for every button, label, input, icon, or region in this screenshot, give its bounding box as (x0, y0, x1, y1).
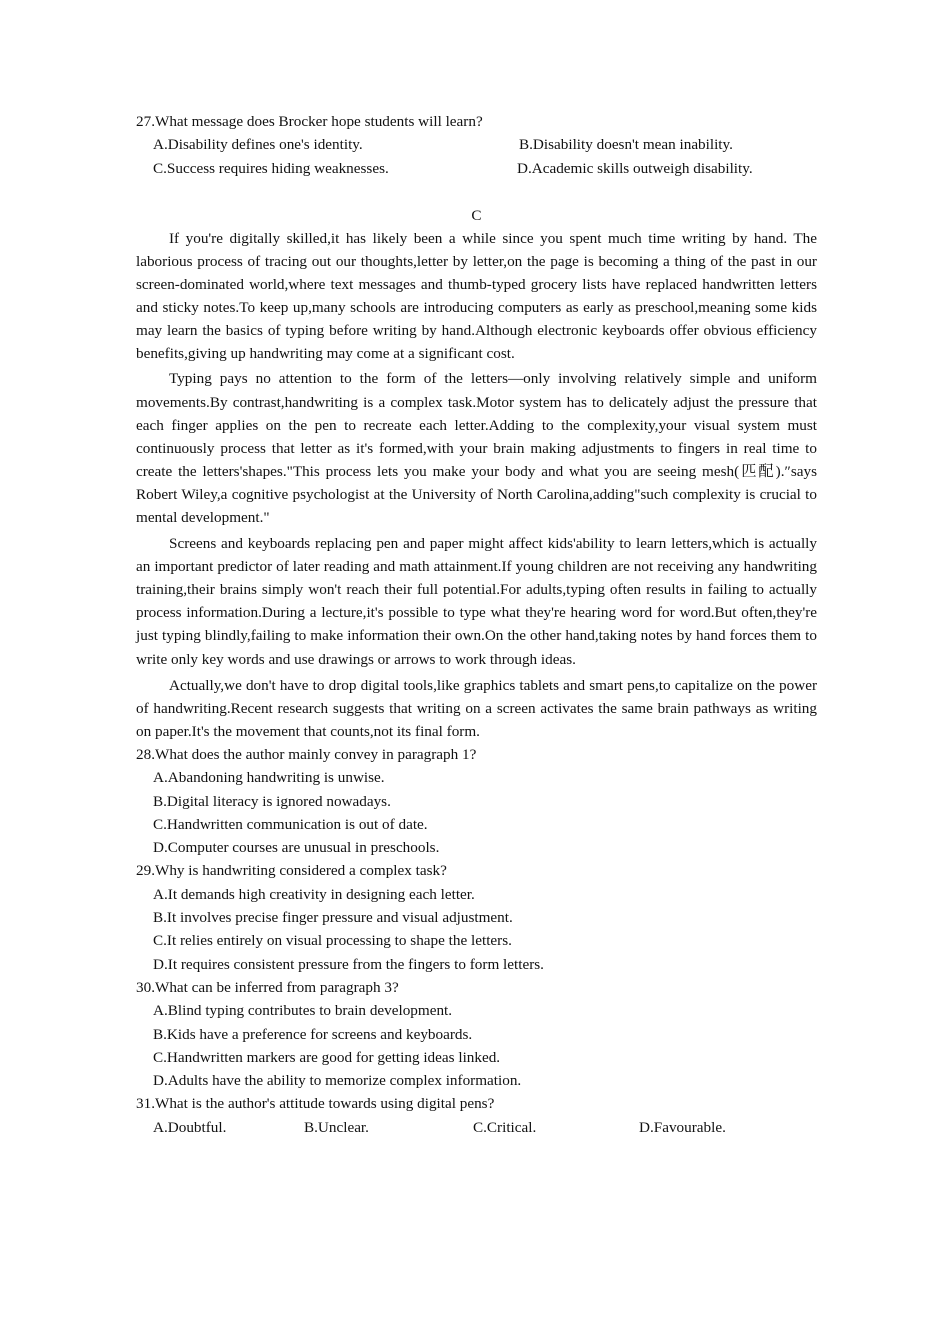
option-a: A.Disability defines one's identity. (153, 136, 363, 154)
passage-paragraph-4: Actually,we don't have to drop digital tools,like graphics tablets and smart pens,to capitalize on the power of handwriting.Recent research suggests that writing on a screen activates the same brain pathways as writing on paper.It's the movement that counts,not its final form. (136, 676, 817, 740)
section-label: C (471, 206, 482, 224)
option-c: C.Success requires hiding weaknesses. (153, 159, 389, 177)
option-d: D.Computer courses are unusual in preschools. (153, 839, 440, 857)
option-d: D.Favourable. (639, 1118, 726, 1136)
question-31-options-row (136, 1116, 817, 1139)
passage-paragraph-2: Typing pays no attention to the form of the letters—only involving relatively simple and uniform movements.By contrast,handwriting is a complex task.Motor system has to delicately adjust the pressure that each finger applies on the pen to recreate each letter.Adding to the complexity,your visual system must continuously process that letter as it's formed,with your brain making adjustments to fingers in real time to create the letters'shapes."This process lets you make your body and what you are seeing mesh(匹配).″says Robert Wiley,a cognitive psychologist at the University of North Carolina,adding"such complexity is crucial to mental development." (136, 370, 817, 527)
option-b: B.Unclear. (304, 1118, 369, 1136)
option-c: C.Handwritten markers are good for getting ideas linked. (153, 1048, 501, 1066)
question-29 (136, 859, 817, 975)
option-b: B.Disability doesn't mean inability. (519, 136, 733, 154)
question-30-stem: 30.What can be inferred from paragraph 3? (136, 978, 399, 996)
option-b: B.Digital literacy is ignored nowadays. (153, 792, 391, 810)
option-d: D.Academic skills outweigh disability. (517, 159, 753, 177)
option-a: A.Doubtful. (153, 1118, 227, 1136)
reading-passage (136, 227, 817, 743)
option-c: C.Critical. (473, 1118, 537, 1136)
option-b: B.It involves precise finger pressure and visual adjustment. (153, 909, 513, 927)
question-31-stem: 31.What is the author's attitude towards using digital pens? (136, 1095, 495, 1113)
question-28-stem: 28.What does the author mainly convey in paragraph 1? (136, 745, 477, 763)
option-c: C.Handwritten communication is out of date. (153, 815, 428, 833)
option-a: A.It demands high creativity in designing each letter. (153, 885, 475, 903)
question-29-stem: 29.Why is handwriting considered a complex task? (136, 862, 447, 880)
question-28 (136, 743, 817, 859)
question-31 (136, 1092, 817, 1139)
question-30 (136, 976, 817, 1092)
question-27-options-row-2 (136, 157, 817, 180)
option-d: D.Adults have the ability to memorize complex information. (153, 1072, 522, 1090)
option-d: D.It requires consistent pressure from the fingers to form letters. (153, 955, 544, 973)
option-a: A.Abandoning handwriting is unwise. (153, 769, 385, 787)
question-27-options-row-1 (136, 133, 817, 156)
option-b: B.Kids have a preference for screens and keyboards. (153, 1025, 473, 1043)
question-27 (136, 110, 817, 180)
option-a: A.Blind typing contributes to brain development. (153, 1002, 453, 1020)
option-c: C.It relies entirely on visual processing to shape the letters. (153, 932, 512, 950)
passage-paragraph-1: If you're digitally skilled,it has likely been a while since you spent much time writing by hand. The laborious process of tracing out our thoughts,letter by letter,on the page is becoming a thing of the past in our screen-dominated world,where text messages and thumb-typed grocery lists have replaced handwritten letters and sticky notes.To keep up,many schools are introducing computers as early as preschool,meaning some kids may learn the basics of typing before writing by hand.Although electronic keyboards offer obvious efficiency benefits,giving up handwriting may come at a significant cost. (136, 229, 817, 363)
exam-page (136, 110, 817, 1139)
passage-paragraph-3: Screens and keyboards replacing pen and paper might affect kids'ability to learn letters,which is actually an important predictor of later reading and math attainment.If young children are not receiving any handwriting training,their brains simply won't reach their full potential.For adults,typing often results in failing to actually process information.During a lecture,it's possible to type what they're hearing word for word.But often,they're just typing blindly,failing to make information their own.On the other hand,taking notes by hand forces them to write only key words and use drawings or arrows to work through ideas. (136, 535, 817, 668)
question-27-stem: 27.What message does Brocker hope students will learn? (136, 113, 483, 130)
